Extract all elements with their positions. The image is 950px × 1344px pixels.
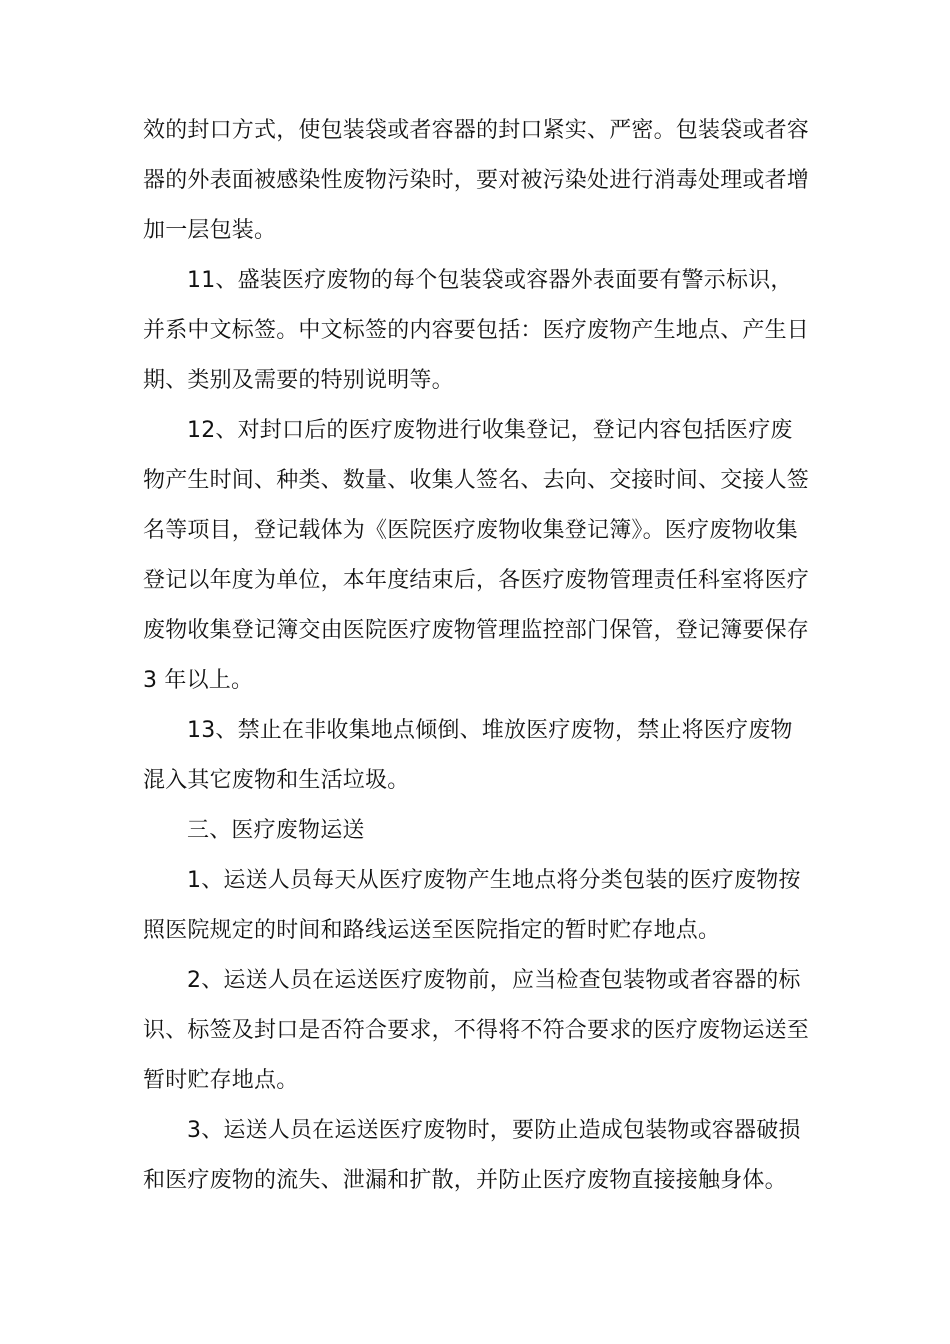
text-line: 废物收集登记簿交由医院医疗废物管理监控部门保管，登记簿要保存: [143, 618, 810, 643]
text-line: 名等项目，登记载体为《医院医疗废物收集登记簿》。医疗废物收集: [143, 518, 799, 543]
text-line: 3 年以上。: [143, 668, 254, 693]
text-line: 1、运送人员每天从医疗废物产生地点将分类包装的医疗废物按: [187, 868, 801, 893]
section-heading: 三、医疗废物运送: [187, 818, 365, 843]
text-line: 效的封口方式，使包装袋或者容器的封口紧实、严密。包装袋或者容: [143, 118, 810, 143]
text-line: 识、标签及封口是否符合要求，不得将不符合要求的医疗废物运送至: [143, 1018, 810, 1043]
text-line: 暂时贮存地点。: [143, 1068, 299, 1093]
text-line: 物产生时间、种类、数量、收集人签名、去向、交接时间、交接人签: [143, 468, 810, 493]
text-line: 12、对封口后的医疗废物进行收集登记，登记内容包括医疗废: [187, 418, 793, 443]
text-line: 混入其它废物和生活垃圾。: [143, 768, 410, 793]
text-line: 登记以年度为单位，本年度结束后，各医疗废物管理责任科室将医疗: [143, 568, 810, 593]
text-line: 期、类别及需要的特别说明等。: [143, 368, 454, 393]
text-line: 3、运送人员在运送医疗废物时，要防止造成包装物或容器破损: [187, 1118, 801, 1143]
text-line: 并系中文标签。中文标签的内容要包括：医疗废物产生地点、产生日: [143, 318, 810, 343]
text-line: 器的外表面被感染性废物污染时，要对被污染处进行消毒处理或者增: [143, 168, 810, 193]
text-line: 和医疗废物的流失、泄漏和扩散，并防止医疗废物直接接触身体。: [143, 1168, 787, 1193]
text-line: 13、禁止在非收集地点倾倒、堆放医疗废物，禁止将医疗废物: [187, 718, 793, 743]
text-line: 11、盛装医疗废物的每个包装袋或容器外表面要有警示标识，: [187, 268, 793, 293]
text-line: 加一层包装。: [143, 218, 277, 243]
text-line: 照医院规定的时间和路线运送至医院指定的暂时贮存地点。: [143, 918, 721, 943]
text-line: 2、运送人员在运送医疗废物前，应当检查包装物或者容器的标: [187, 968, 801, 993]
